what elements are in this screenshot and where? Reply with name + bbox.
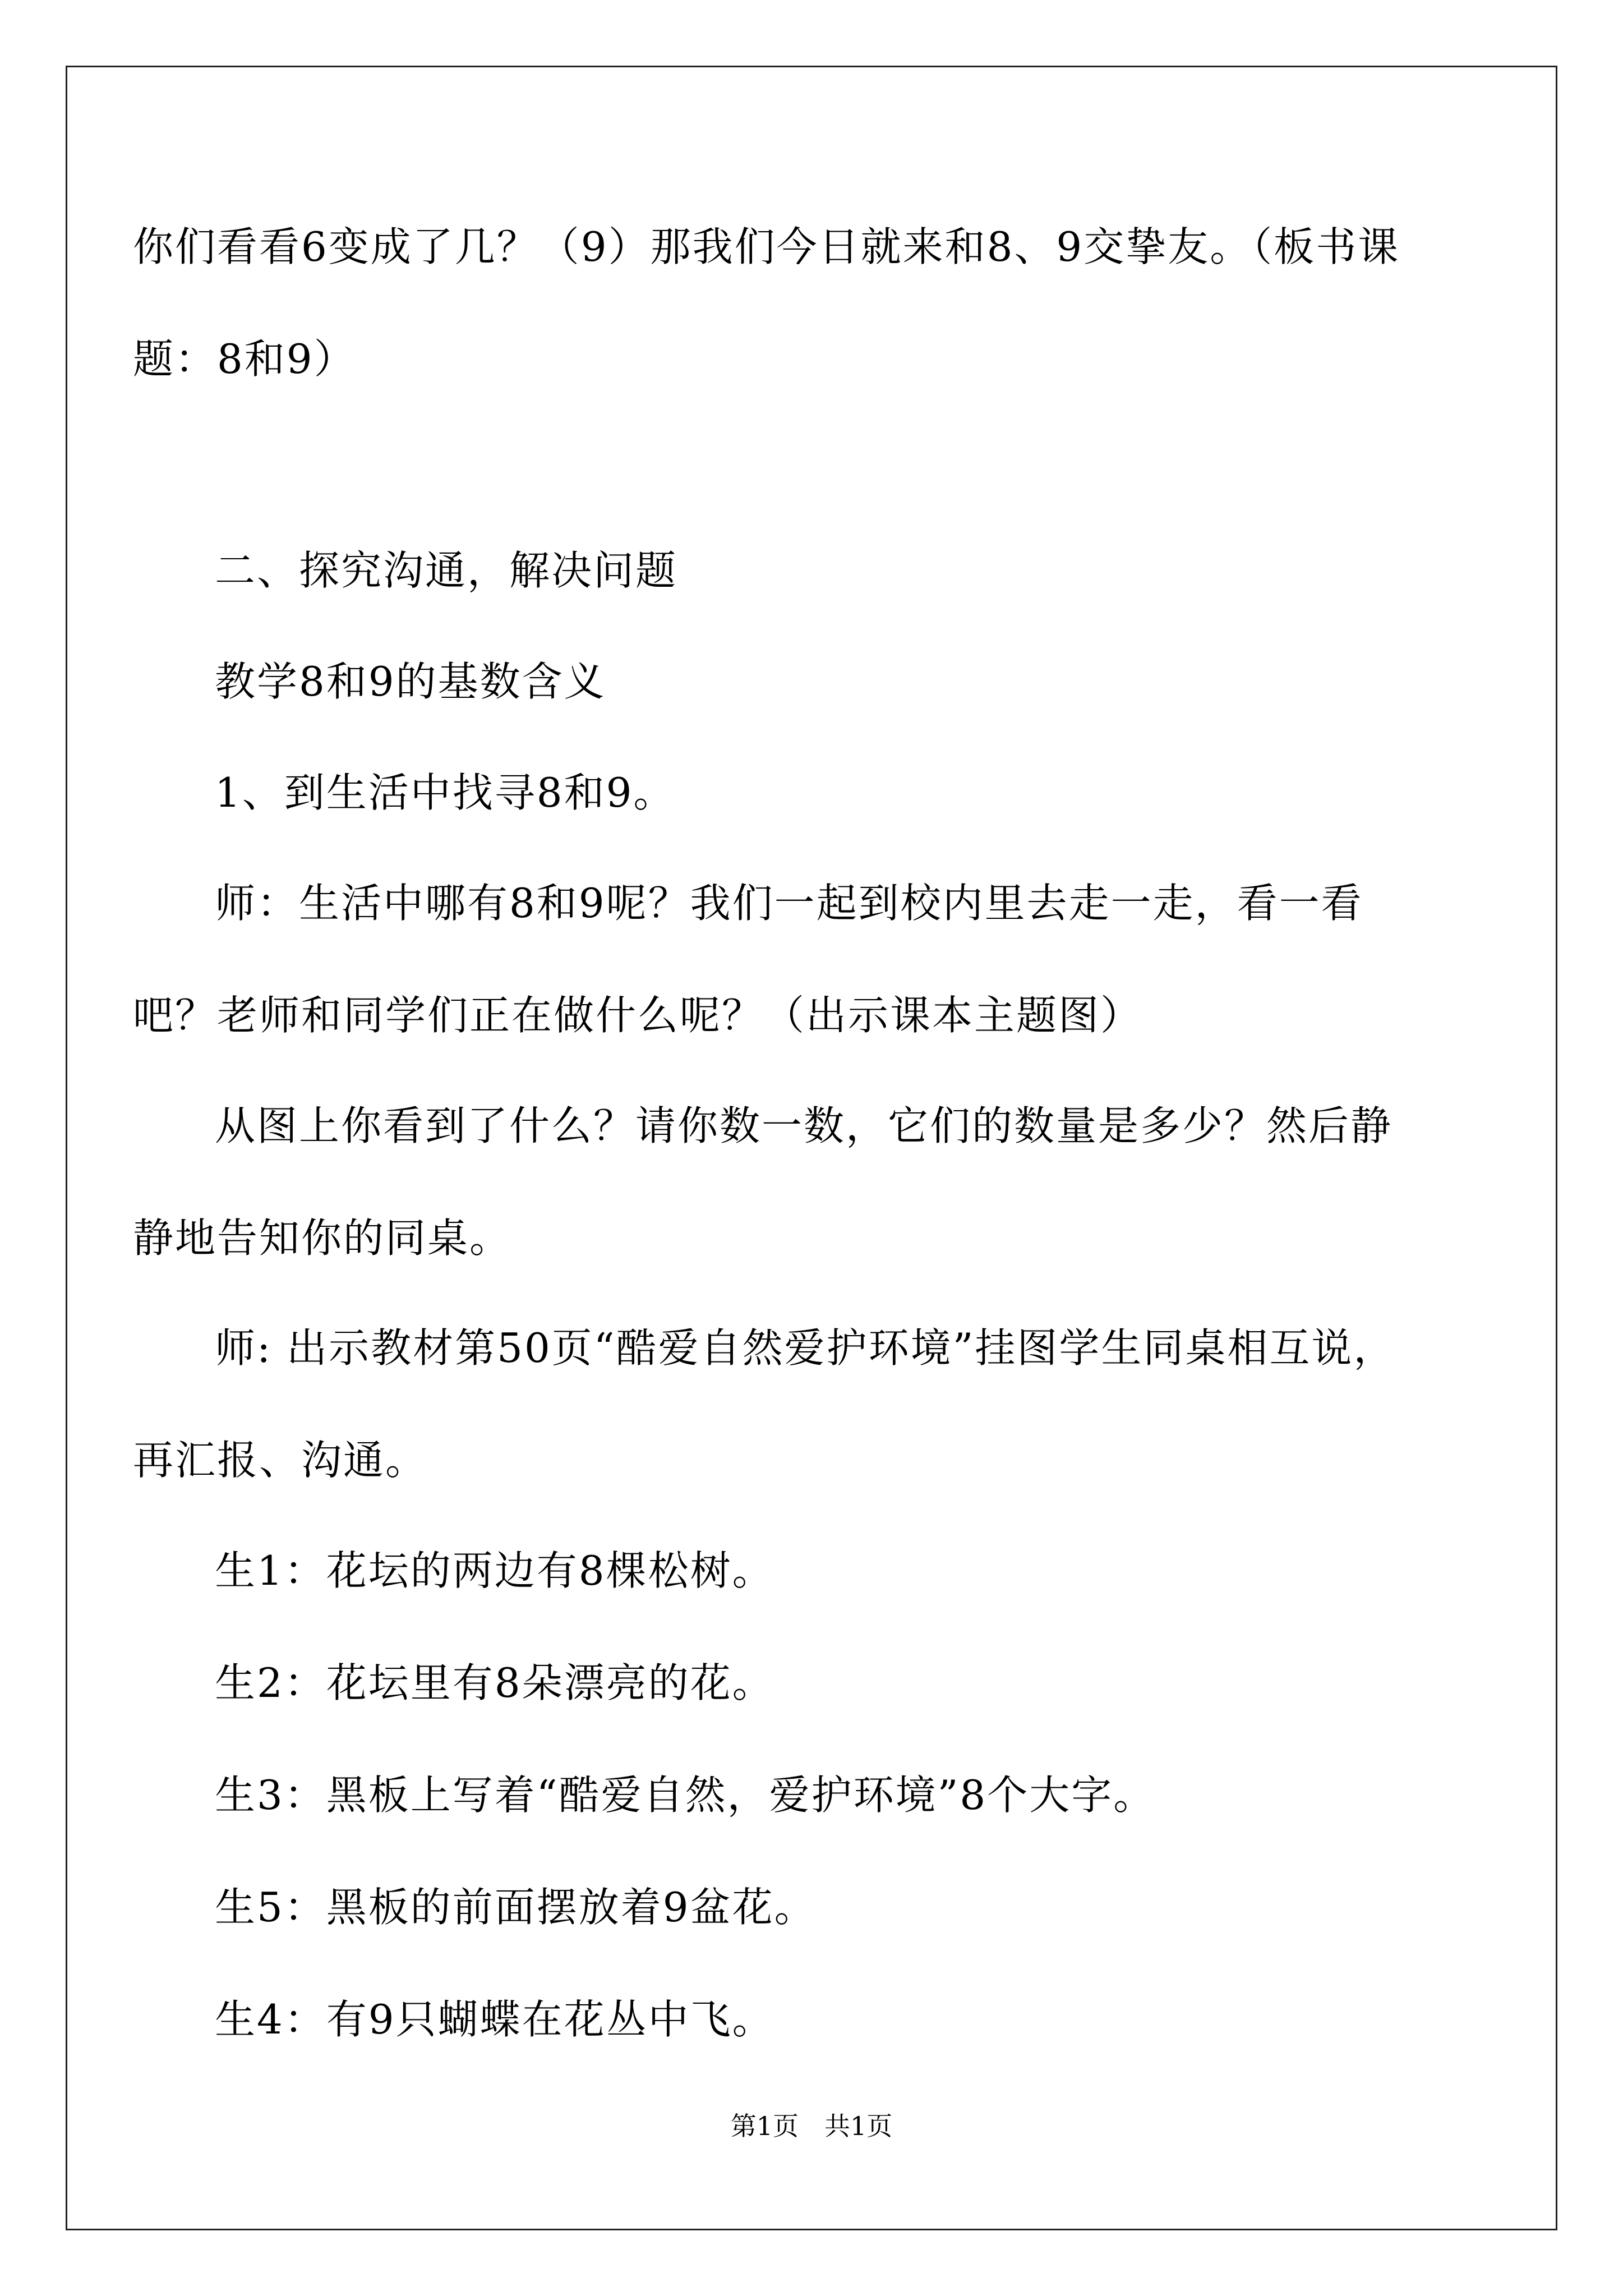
text-line: 你们看看6变成了几？（9）那我们今日就来和8、9交挚友。（板书课 (133, 223, 1400, 270)
text-line: 生3：黑板上写着“酷爱自然，爱护环境”8个大字。 (215, 1772, 1156, 1819)
text-line: 生2：花坛里有8朵漂亮的花。 (215, 1659, 774, 1706)
text-line: 生1：花坛的两边有8棵松树。 (215, 1547, 774, 1594)
text-line: 题：8和9） (133, 335, 356, 383)
text-line: 再汇报、沟通。 (133, 1437, 428, 1484)
text-line: 师: 出示教材第50页“酷爱自然爱护环境”挂图学生同桌相互说， (215, 1324, 1396, 1372)
subheading: 教学8和9的基数含义 (215, 658, 606, 705)
text-line: 师：生活中哪有8和9呢？我们一起到校内里去走一走，看一看 (215, 880, 1363, 927)
text-line: 1、到生活中找寻8和9。 (215, 769, 676, 816)
text-line: 生5：黑板的前面摆放着9盆花。 (215, 1884, 817, 1931)
text-line: 吧？老师和同学们正在做什么呢？（出示课本主题图） (133, 992, 1143, 1039)
page-footer: 第1页 共1页 (730, 2111, 893, 2141)
text-line: 生4：有9只蝴蝶在花丛中飞。 (215, 1996, 774, 2043)
text-line: 从图上你看到了什么？请你数一数，它们的数量是多少？然后静 (215, 1102, 1393, 1149)
text-line: 静地告知你的同桌。 (133, 1214, 512, 1262)
section-heading: 二、探究沟通，解决问题 (215, 547, 678, 594)
